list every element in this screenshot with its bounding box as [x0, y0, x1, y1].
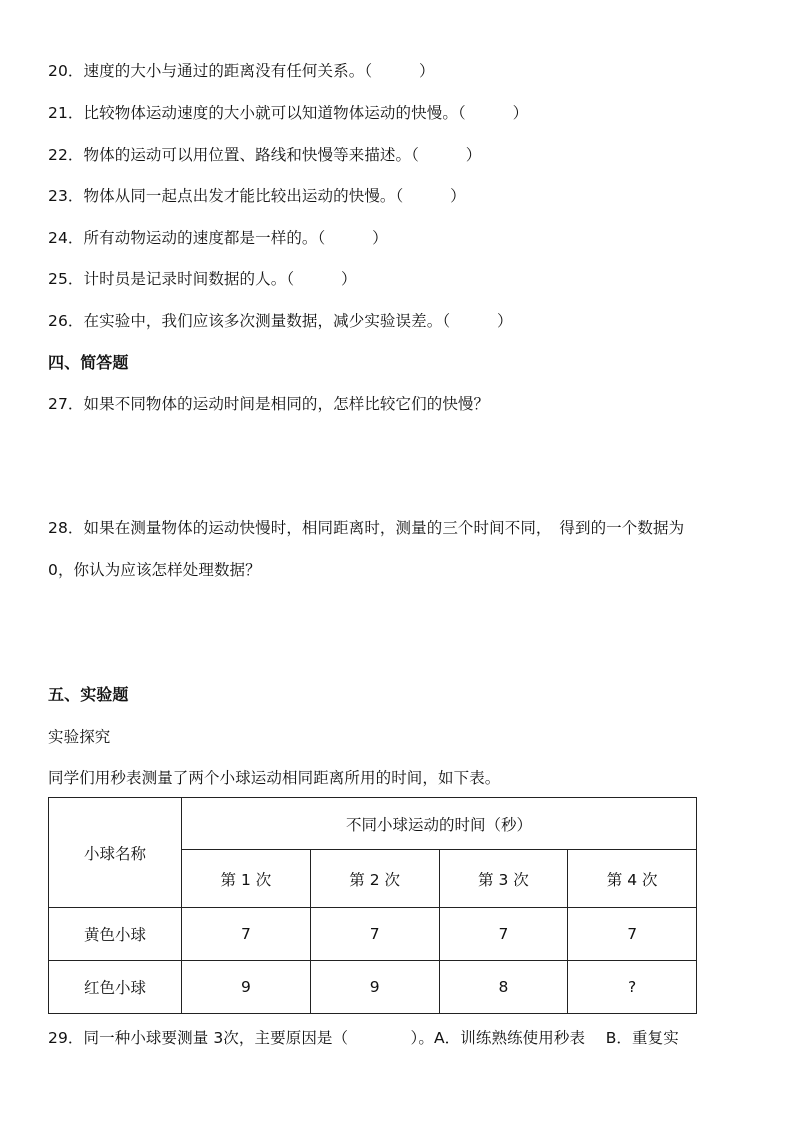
question-28-line-1: 28．如果在测量物体的运动快慢时，相同距离时，测量的三个时间不同， 得到的一个数据为	[48, 519, 685, 537]
section-heading-short-answer: 四、简答题	[48, 353, 129, 372]
column-header: 第 2 次	[310, 850, 439, 908]
table-row	[49, 961, 697, 1014]
question-25: 25．计时员是记录时间数据的人。（ ）	[48, 270, 357, 288]
column-header: 第 1 次	[182, 850, 311, 908]
question-21: 21．比较物体运动速度的大小就可以知道物体运动的快慢。（ ）	[48, 104, 529, 122]
table-cell: 7	[310, 908, 439, 961]
row-label: 红色小球	[49, 961, 182, 1014]
experiment-subheading: 实验探究	[48, 728, 111, 746]
ball-timing-table	[48, 797, 697, 1014]
section-heading-experiment: 五、实验题	[48, 685, 129, 704]
row-header-cell: 小球名称	[49, 798, 182, 908]
question-26: 26．在实验中，我们应该多次测量数据，减少实验误差。（ ）	[48, 312, 513, 330]
question-29: 29．同一种小球要测量 3次，主要原因是（ ）。A．训练熟练使用秒表 B．重复实	[48, 1029, 679, 1047]
question-24: 24．所有动物运动的速度都是一样的。（ ）	[48, 229, 388, 247]
question-27: 27．如果不同物体的运动时间是相同的，怎样比较它们的快慢？	[48, 395, 490, 413]
table-cell: 9	[310, 961, 439, 1014]
question-28-line-2: 0，你认为应该怎样处理数据？	[48, 561, 261, 579]
table-cell: 7	[568, 908, 697, 961]
table-cell: 7	[182, 908, 311, 961]
column-header: 第 4 次	[568, 850, 697, 908]
table-cell: 9	[182, 961, 311, 1014]
table-row	[49, 908, 697, 961]
question-22: 22．物体的运动可以用位置、路线和快慢等来描述。（ ）	[48, 146, 482, 164]
question-20: 20．速度的大小与通过的距离没有任何关系。（ ）	[48, 62, 435, 80]
group-header-cell: 不同小球运动的时间（秒）	[182, 798, 697, 850]
question-23: 23．物体从同一起点出发才能比较出运动的快慢。（ ）	[48, 187, 466, 205]
row-label: 黄色小球	[49, 908, 182, 961]
table-cell: 8	[439, 961, 568, 1014]
table-cell: 7	[439, 908, 568, 961]
column-header: 第 3 次	[439, 850, 568, 908]
table-cell: ?	[568, 961, 697, 1014]
experiment-intro: 同学们用秒表测量了两个小球运动相同距离所用的时间，如下表。	[48, 769, 501, 787]
